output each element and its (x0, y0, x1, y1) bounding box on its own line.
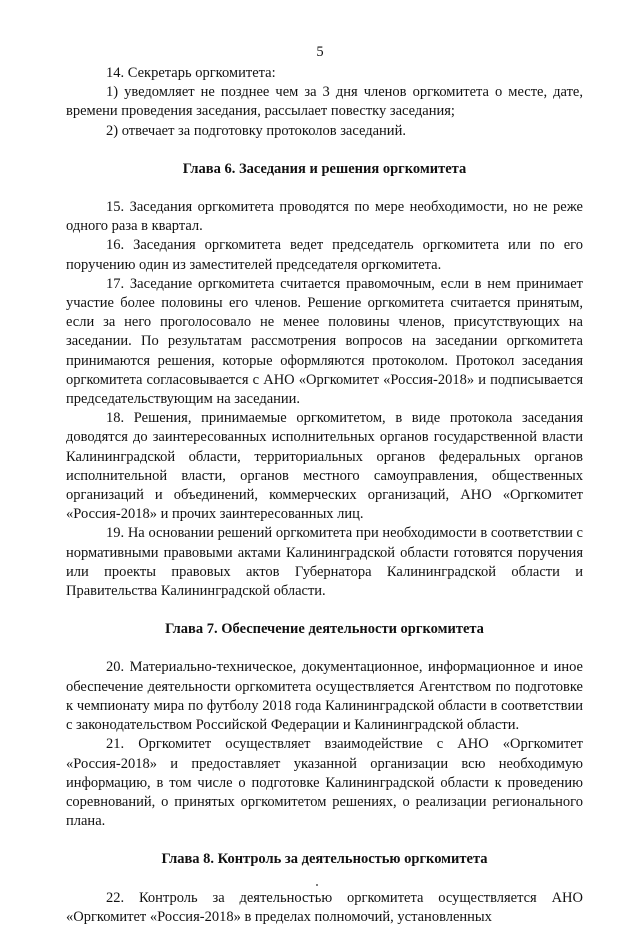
paragraph-17: 17. Заседание оргкомитета считается правомочным, если в нем принимает участие более половины его членов. Решение оргкомитета считается принятым, если за него проголосовало не менее половины членов, присутствующих на заседании. По результатам рассмотрения вопросов на заседании оргкомитета принимаются решения, которые оформляются протоколом. Протокол заседания оргкомитета согласовывается с АНО «Оргкомитет «Россия-2018» и подписывается председательствующим на заседании. (66, 275, 583, 408)
paragraph-14-2: 2) отвечает за подготовку протоколов заседаний. (106, 122, 406, 139)
chapter-6-heading: Глава 6. Заседания и решения оргкомитета (182, 160, 467, 177)
page-number: 5 (316, 44, 324, 60)
paragraph-20: 20. Материально-техническое, документационное, информационное и иное обеспечение деятельности оргкомитета осуществляется Агентством по подготовке к чемпионату мира по футболу 2018 года Калининградской области в соответствии с законодательством Российской Федерации и Калининградской области. (66, 659, 583, 734)
paragraph-19: 19. На основании решений оргкомитета при необходимости в соответствии с нормативными правовыми актами Калининградской области готовятся поручения или проекты правовых актов Губернатора Калининградской области и Правительства Калининградской области. (66, 525, 583, 600)
paragraph-15: 15. Заседания оргкомитета проводятся по мере необходимости, но не реже одного раза в квартал. (66, 199, 583, 235)
scan-speck (316, 884, 318, 886)
document-body (66, 64, 583, 927)
paragraph-18: 18. Решения, принимаемые оргкомитетом, в виде протокола заседания доводятся до заинтересованных исполнительных органов государственной власти Калининградской области, территориальных органов федеральных органов исполнительной власти, органов местного самоуправления, общественных организаций и объединений, коммерческих организаций, АНО «Оргкомитет «Россия-2018» и прочих заинтересованных лиц. (66, 410, 583, 523)
paragraph-16: 16. Заседания оргкомитета ведет председатель оргкомитета или по его поручению один из заместителей председателя оргкомитета. (66, 237, 583, 273)
paragraph-14-1: 1) уведомляет не позднее чем за 3 дня членов оргкомитета о месте, дате, времени проведения заседания, рассылает повестку заседания; (66, 84, 583, 120)
paragraph-14: 14. Секретарь оргкомитета: (106, 65, 276, 81)
chapter-8-heading: Глава 8. Контроль за деятельностью оргкомитета (161, 851, 488, 868)
paragraph-21: 21. Оргкомитет осуществляет взаимодействие с АНО «Оргкомитет «Россия-2018» и предоставляет указанной организации всю необходимую информацию, в том числе о подготовке Калининградской области к проведению соревнований, о принятых оргкомитетом решениях, о реализации регионального плана. (66, 736, 583, 830)
chapter-7-heading: Глава 7. Обеспечение деятельности оргкомитета (165, 621, 484, 638)
paragraph-22: 22. Контроль за деятельностью оргкомитета осуществляется АНО «Оргкомитет «Россия-2018» в пределах полномочий, установленных (66, 889, 583, 925)
